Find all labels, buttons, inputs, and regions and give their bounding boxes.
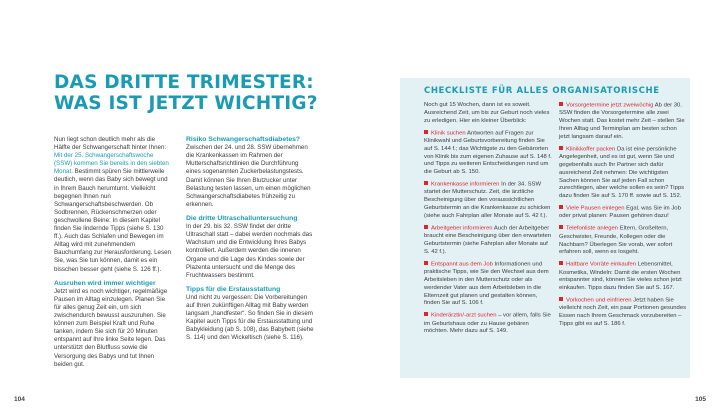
checklist-item-text: Eltern, Großeltern, Geschwister, Freunde, Kollegen oder die Nachbarn? Überlegen Sie vorab, wer sofort erfahren soll, wenn es losgeht. <box>559 225 673 256</box>
checklist-item-text: Antworten auf Fragen zur Klinikwahl und Geburtsvorbereitung finden Sie auf S. 144 f.; das Wichtigste zu den Gebärorten von Klinik bis zum eigenen Zuhause auf S. 148 f. und Tipps zu weiteren Entscheidungen rund um die Geburt ab S. 150. <box>424 130 552 176</box>
checklist-item <box>559 146 687 201</box>
checklist-item-key: Telefonliste anlegen <box>566 225 619 232</box>
intro-text-a: Nun liegt schon deutlich mehr als die Hälfte der Schwangerschaft hinter Ihnen: <box>54 136 167 152</box>
checklist-item-key: Klinik suchen <box>431 130 466 137</box>
paragraph-ultrasound: In der 29. bis 32. SSW findet der dritte Ultraschall statt – dabei werden nochmals das Wachstum und die Entwicklung Ihres Babys kontrolliert. Außerdem werden die inneren Organe und die Lage des Kindes sowie der Plazenta untersucht und die Menge des Fruchtwassers bestimmt. <box>186 223 313 279</box>
checklist-column-2 <box>559 102 687 333</box>
checklist-item-text: Informationen und praktische Tipps, wie Sie den Wechsel aus dem Arbeitsleben in den Mutterschutz oder als werdender Vater aus dem Arbeitsleben in die Elternzeit gut planen und gestalten können, finden Sie auf S. 106 f. <box>424 261 549 307</box>
square-bullet-icon <box>559 297 563 301</box>
checklist-item-text: Lebensmittel, Kosmetika, Windeln: Damit die ersten Wochen entspannter sind, können Sie vieles schon jetzt einkaufen. Tipps dazu finden Sie auf S. 167. <box>559 261 682 292</box>
square-bullet-icon <box>559 225 563 229</box>
checklist-item <box>559 225 687 257</box>
checklist-item <box>424 312 552 336</box>
checklist-column-1 <box>424 102 552 340</box>
subheading-equipment: Tipps für die Erstausstattung <box>186 285 281 293</box>
checklist-item-key: Klinikkoffer packen <box>566 146 616 153</box>
checklist-item <box>424 225 552 257</box>
square-bullet-icon <box>424 261 428 265</box>
square-bullet-icon <box>559 261 563 265</box>
checklist-item-text: Egal, was Sie im Job oder privat planen: Pausen gehören dazu! <box>559 205 681 220</box>
page-title <box>54 72 344 114</box>
intro-highlight: Mit der 25. Schwangerschaftswoche (SSW) kommen Sie bereits in den siebten Monat. <box>54 152 169 176</box>
checklist-item-text: – vor allem, falls Sie im Geburtshaus oder zu Hause gebären möchten. Mehr dazu auf S. 149. <box>424 312 551 335</box>
subheading-diabetes: Risiko Schwangerschaftsdiabetes? <box>186 136 301 143</box>
square-bullet-icon <box>559 205 563 209</box>
page-number-right: 105 <box>695 396 706 403</box>
checklist-item-text: Auch der Arbeitgeber braucht eine Bescheinigung über den erwarteten Geburtstermin (siehe Fahrplan aller Monate auf S. 42 f.). <box>424 225 552 255</box>
checklist-item <box>424 261 552 309</box>
text-column-1 <box>54 136 172 369</box>
paragraph-equipment: Und nicht zu vergessen: Die Vorbereitungen auf Ihren zukünftigen Alltag mit Baby werden langsam „handfester“. So finden Sie in diesem Kapitel auch Tipps für die Erstausstattung und Babykleidung (ab S. 108), das Babybett (siehe S. 114) und den Wickeltisch (siehe S. 116). <box>186 294 314 342</box>
checklist-item-key: Kinderärztin/-arzt suchen <box>431 312 497 319</box>
subheading-ultrasound: Die dritte Ultraschalluntersuchung <box>186 214 298 222</box>
checklist-item-text: Ab der 30. SSW finden die Vorsorgetermine alle zwei Wochen statt. Das kostet mehr Zeit – stellen Sie Ihren Alltag und Terminplan am besten schon jetzt langsam darauf ein. <box>559 102 685 140</box>
checklist-item <box>559 297 687 329</box>
square-bullet-icon <box>424 181 428 185</box>
checklist-item <box>559 205 687 221</box>
square-bullet-icon <box>559 146 563 150</box>
checklist-item-key: Krankenkasse informieren <box>431 181 500 188</box>
title-line-2: WAS IST JETZT WICHTIG? <box>54 93 318 114</box>
checklist-item <box>559 102 687 142</box>
paragraph-intro <box>54 136 172 274</box>
text-column-2 <box>186 136 314 343</box>
checklist-item <box>424 181 552 221</box>
square-bullet-icon <box>424 312 428 316</box>
checklist-item-key: Viele Pausen einlegen <box>566 205 625 212</box>
checklist-item <box>559 261 687 293</box>
intro-text-b: Bestimmt spüren Sie mittlerweile deutlich, wenn das Baby sich bewegt und in Ihrem Bauch herumturnt. Vielleicht begegnen Ihnen nun Schwangerschaftsbeschwerden. Ob Sodbrennen, Rückenschmerzen oder geschwollene Beine: In diesem Kapitel finden Sie lindernde Tipps (siehe S. 130 ff.). Auch das Schlafen und Bewegen im Alltag wird mit zunehmendem Bauchumfang zur Herausforderung. Lesen Sie, was Sie tun können, damit es ein bisschen besser geht (siehe S. 126 ff.). <box>54 168 171 273</box>
paragraph-diabetes: Zwischen der 24. und 28. SSW übernehmen die Krankenkassen im Rahmen der Mutterschaftsrichtlinien die Durchführung eines sogenannten Zuckerbelastungstests. Damit können Sie Ihren Blutzucker unter Belastung testen lassen, um einen möglichen Schwangerschaftsdiabetes frühzeitig zu erkennen. <box>186 144 311 208</box>
checklist-item <box>424 130 552 178</box>
square-bullet-icon <box>424 225 428 229</box>
checklist-item-text: Da ist eine persönliche Angelegenheit, und es ist gut, wenn Sie und gegebenfalls auch Ihr Partner sich dafür ausreichend Zeit nehmen: Die wichtigsten Sachen können Sie auf jeden Fall schon zurechtlegen, aber welche sollen es sein? Tipps dazu finden Sie auf S. 170 ff. sowie auf S. 152. <box>559 146 685 200</box>
checklist-item-key: Vorkochen und einfrieren <box>566 297 632 304</box>
checklist-item-key: Arbeitgeber informieren <box>431 225 493 232</box>
page-number-left: 104 <box>14 396 25 403</box>
paragraph-rest: Jetzt wird es noch wichtiger, regelmäßige Pausen im Alltag einzulegen. Planen Sie für alles genug Zeit ein, um sich zwischendurch bewusst auszuruhen. Sie können zum Beispiel Kraft und Ruhe tanken, indem Sie sich für 20 Minuten entspannt auf Ihre linke Seite legen. Das unterstützt den Blutfluss sowie die Versorgung des Babys und tut Ihnen beiden gut. <box>54 287 168 368</box>
checklist-intro: Noch gut 15 Wochen, dann ist es soweit. Ausreichend Zeit, um bis zur Geburt noch vieles zu erledigen. Hier ein kleiner Überblick: <box>424 102 550 124</box>
title-line-1: DAS DRITTE TRIMESTER: <box>54 72 314 93</box>
checklist-title: CHECKLISTE FÜR ALLES ORGANISATORISCHE <box>424 86 660 96</box>
checklist-item-text: In der 34. SSW startet der Mutterschutz. Zeit, die ärztliche Bescheinigung über den voraussichtlichen Geburtstermin an die Krankenkasse zu schicken (siehe auch Fahrplan aller Monate auf S. 42 f.). <box>424 181 551 219</box>
square-bullet-icon <box>559 102 563 106</box>
checklist-item-text: Jetzt haben Sie vielleicht noch Zeit, ein paar Portionen gesundes Essen nach Ihrem Geschmack vorzubereiten – Tipps gibt es auf S. 186 f. <box>559 297 687 328</box>
checklist-item-key: Entspannt aus dem Job <box>431 261 493 268</box>
checklist-item-key: Haltbare Vorräte einkaufen <box>566 261 637 268</box>
right-page <box>360 0 720 412</box>
square-bullet-icon <box>424 130 428 134</box>
subheading-rest: Ausruhen wird immer wichtiger <box>54 279 156 287</box>
checklist-item-key: Vorsorgetermine jetzt zweiwöchig <box>566 102 654 109</box>
